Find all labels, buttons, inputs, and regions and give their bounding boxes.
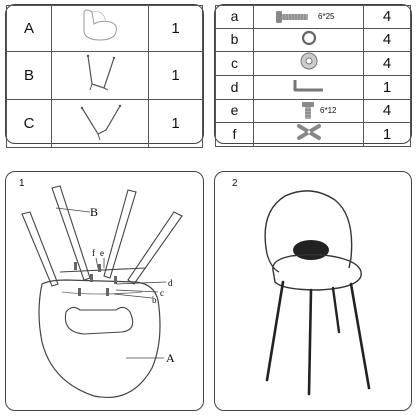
chair-seat-shell-icon bbox=[70, 6, 130, 46]
part-id-a: a bbox=[216, 6, 254, 29]
assembled-chair-illustration bbox=[215, 172, 411, 410]
part-qty-B: 1 bbox=[149, 52, 203, 100]
part-icon-cell-A bbox=[52, 6, 149, 52]
cross-bracket-icon bbox=[296, 123, 322, 141]
callout-A: A bbox=[166, 351, 175, 365]
part-qty-e: 4 bbox=[364, 100, 411, 123]
part-qty-A: 1 bbox=[149, 6, 203, 52]
chair-leg-rear-left bbox=[333, 288, 339, 332]
step-1-number: 1 bbox=[19, 178, 25, 189]
spring-washer-icon bbox=[300, 30, 318, 46]
callout-b: b bbox=[152, 295, 157, 305]
leg-frame-B-left bbox=[22, 212, 58, 286]
backrest-cutout bbox=[293, 240, 329, 260]
chair-leg-frame-front-icon bbox=[70, 52, 130, 94]
step-1-panel bbox=[5, 171, 204, 411]
part-id-B: B bbox=[7, 52, 52, 100]
short-bolt-icon bbox=[300, 101, 316, 121]
chair-leg-front-left bbox=[267, 282, 283, 380]
chair-seat bbox=[273, 255, 361, 290]
part-icon-cell-f bbox=[254, 123, 364, 147]
leg-frame-B-right bbox=[52, 186, 90, 280]
part-id-d: d bbox=[216, 76, 254, 100]
short-bolt-spec: 6*12 bbox=[320, 106, 337, 115]
part-qty-C: 1 bbox=[149, 100, 203, 148]
part-icon-cell-e bbox=[254, 100, 364, 123]
chair-leg-front-right bbox=[309, 290, 311, 394]
bolt-group bbox=[74, 262, 117, 296]
part-icon-cell-C bbox=[52, 100, 149, 148]
seat-cutout bbox=[65, 307, 132, 334]
part-qty-d: 1 bbox=[364, 76, 411, 100]
callout-f: f bbox=[92, 248, 95, 258]
part-icon-cell-a bbox=[254, 6, 364, 29]
leg-frame-C-right bbox=[128, 212, 182, 284]
part-id-C: C bbox=[7, 100, 52, 148]
part-qty-b: 4 bbox=[364, 29, 411, 52]
part-icon-cell-d bbox=[254, 76, 364, 100]
part-id-e: e bbox=[216, 100, 254, 123]
flat-washer-icon bbox=[298, 52, 320, 70]
part-icon-cell-b bbox=[254, 29, 364, 52]
part-qty-c: 4 bbox=[364, 52, 411, 76]
step-2-panel bbox=[214, 171, 412, 411]
part-id-A: A bbox=[7, 6, 52, 52]
leg-frame-C-left bbox=[104, 190, 136, 278]
part-id-b: b bbox=[216, 29, 254, 52]
callout-d: d bbox=[168, 278, 173, 288]
parts-table-right bbox=[215, 5, 411, 147]
step-1-illustration bbox=[6, 172, 203, 410]
chair-leg-rear-right bbox=[351, 284, 369, 388]
step-2-number: 2 bbox=[232, 178, 238, 189]
chair-leg-frame-rear-icon bbox=[70, 100, 130, 142]
callout-B: B bbox=[90, 205, 99, 219]
part-id-f: f bbox=[216, 123, 254, 147]
allen-key-icon bbox=[289, 76, 329, 94]
seat-shell bbox=[39, 280, 160, 397]
bolt-spec: 6*25 bbox=[318, 12, 335, 21]
callout-e: e bbox=[100, 248, 104, 258]
parts-table-left bbox=[6, 5, 203, 148]
callout-c: c bbox=[160, 288, 164, 298]
part-id-c: c bbox=[216, 52, 254, 76]
part-qty-f: 1 bbox=[364, 123, 411, 147]
part-icon-cell-B bbox=[52, 52, 149, 100]
bolt-icon bbox=[274, 9, 318, 25]
part-icon-cell-c bbox=[254, 52, 364, 76]
part-qty-a: 4 bbox=[364, 6, 411, 29]
